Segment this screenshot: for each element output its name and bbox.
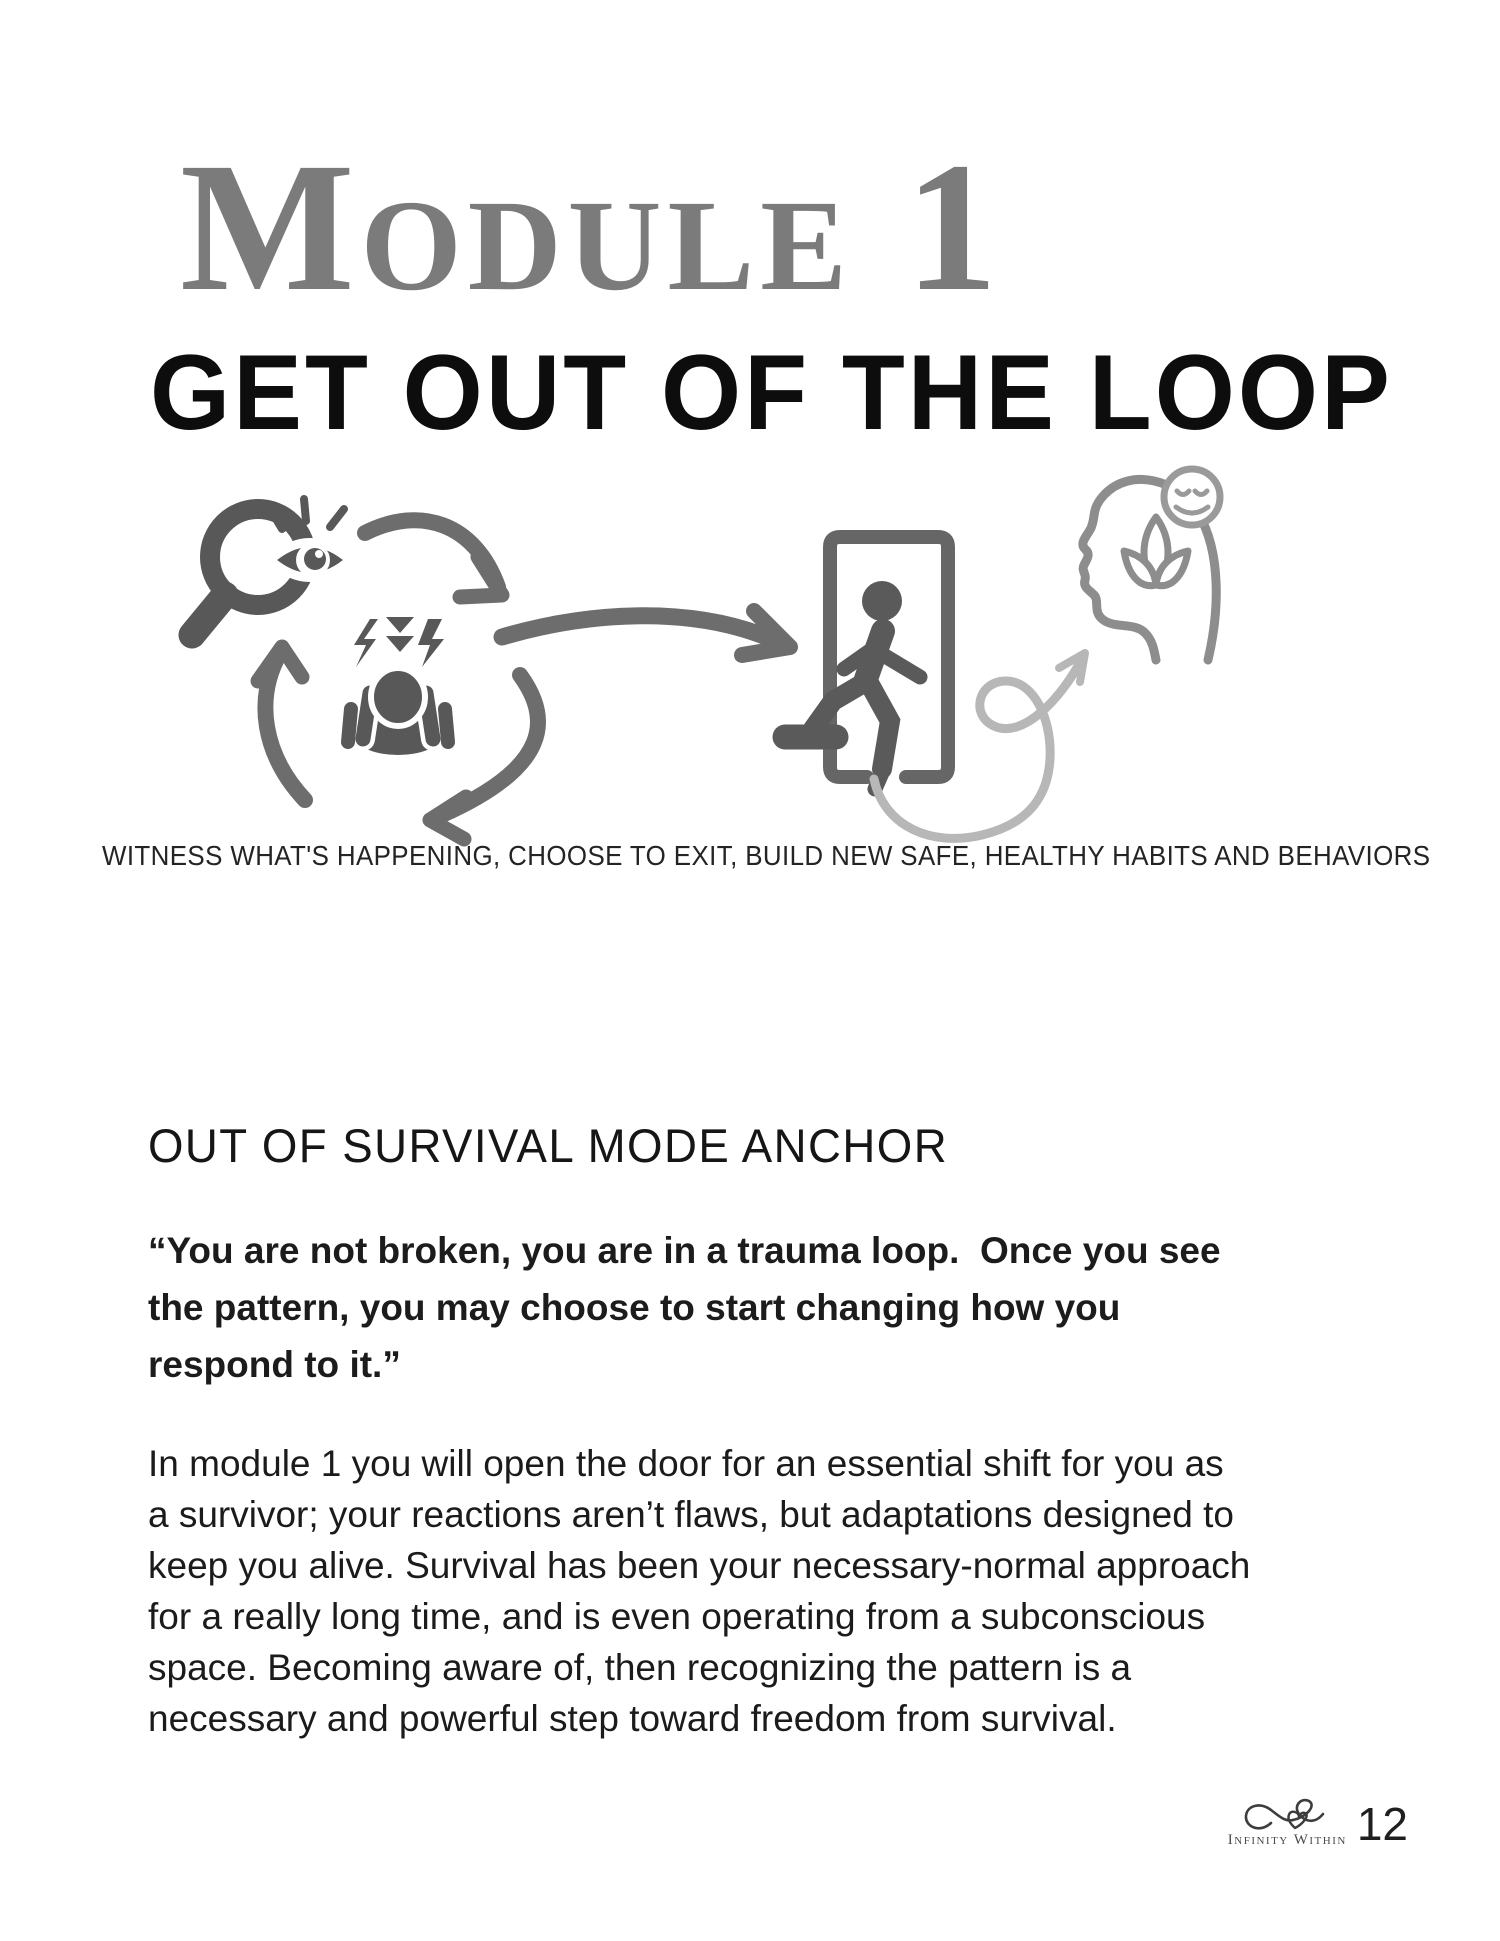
body-line: a survivor; your reactions aren’t flaws, but adaptations designed to — [148, 1494, 1234, 1535]
illustration-caption: WITNESS WHAT'S HAPPENING, CHOOSE TO EXIT, BUILD NEW SAFE, HEALTHY HABITS AND BEHAVIORS — [102, 840, 1431, 872]
quote-line: “You are not broken, you are in a trauma loop. Once you see — [148, 1230, 1221, 1271]
page-number: 12 — [1356, 1798, 1408, 1850]
body-line: necessary and powerful step toward freedom from survival. — [148, 1698, 1117, 1739]
infinity-heart-logo-icon — [1241, 1796, 1333, 1836]
magnifier-eye-icon — [192, 499, 350, 635]
module-title: Module 1 — [180, 125, 1004, 330]
smiley-icon — [1164, 469, 1220, 525]
anchor-quote — [148, 1222, 1221, 1393]
body-line: In module 1 you will open the door for an essential shift for you as — [148, 1443, 1224, 1484]
brand-block — [1228, 1796, 1347, 1849]
section-heading: OUT OF SURVIVAL MODE ANCHOR — [148, 1119, 949, 1172]
quote-line: the pattern, you may choose to start changing how you — [148, 1287, 1121, 1328]
body-paragraph — [148, 1438, 1250, 1744]
curly-arrow-icon — [874, 653, 1085, 838]
overwhelm-icon — [348, 617, 448, 755]
exit-door-runner-icon — [785, 537, 948, 789]
body-line: space. Becoming aware of, then recognizing the pattern is a — [148, 1647, 1132, 1688]
quote-line: respond to it.” — [148, 1344, 401, 1385]
page-footer — [1228, 1796, 1408, 1849]
body-line: keep you alive. Survival has been your necessary-normal approach — [148, 1545, 1251, 1586]
body-line: for a really long time, and is even operating from a subconscious — [148, 1596, 1206, 1637]
page-headline: GET OUT OF THE LOOP — [150, 333, 1393, 453]
trauma-loop-illustration — [130, 455, 1370, 855]
brand-name: Infinity Within — [1227, 1832, 1347, 1848]
